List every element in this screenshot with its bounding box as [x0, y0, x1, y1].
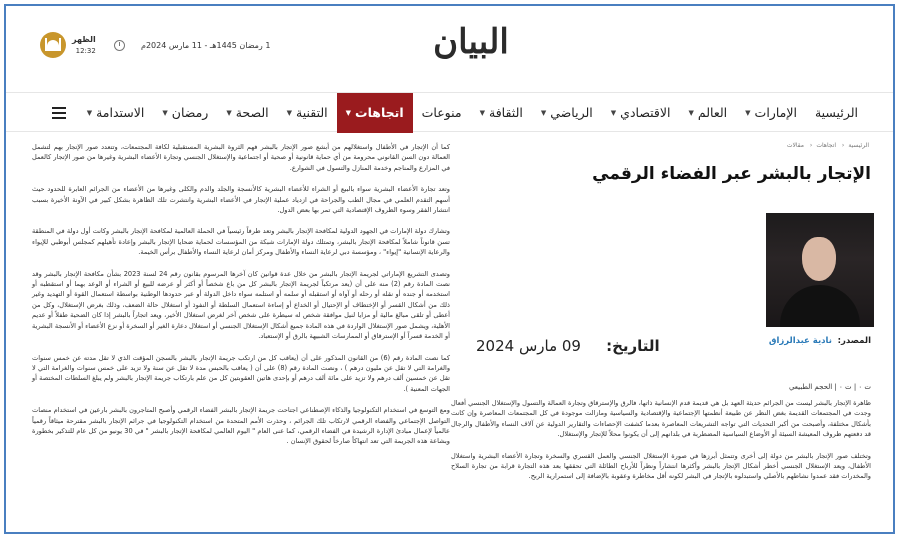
nav-item-tech[interactable] — [278, 93, 337, 133]
date-display — [114, 40, 270, 51]
source-label: المصدر: — [837, 336, 871, 346]
article-paragraph: وتشارك دولة الإمارات في الجهود الدولية لمكافحة الإتجار بالبشر وتعد طرفاً رئيسياً في الحملة العالمية لمكافحة الإتجار بالبشر وكانت أول دولة في المنطقة تسن قانوناً شاملاً لمكافحة الإتجار بالبشر، وتمتلك دولة الإمارات شبكة من المؤسسات لحماية ضحايا الإتجار بالبشر وإعادة تأهيلهم كمجلس أبوظبي للإيواء والرعاية الإنسانية "إيواء" ، ومؤسسة دبي لرعاية النساء والأطفال ومركز أمان لرعاية النساء والأطفال برأس الخيمة. — [32, 227, 450, 257]
nav-item-health[interactable] — [217, 93, 277, 133]
nav-items — [78, 93, 867, 133]
site-logo[interactable]: البيان — [433, 22, 509, 62]
article-source — [769, 336, 871, 346]
author-photo — [766, 213, 874, 327]
author-link[interactable]: نادية عبدالرزاق — [768, 336, 832, 346]
nav-item-label: الاستدامة — [96, 105, 145, 120]
caret-down-icon: ▼ — [345, 109, 352, 117]
main-nav — [6, 92, 893, 132]
page-frame — [4, 4, 895, 534]
nav-item-economy[interactable] — [602, 93, 680, 133]
clock-icon — [114, 40, 125, 51]
nav-item-emirates[interactable] — [736, 93, 806, 133]
nav-item-home[interactable] — [806, 93, 867, 133]
caret-down-icon: ▼ — [479, 109, 485, 117]
nav-item-label: اتجاهات — [355, 105, 404, 120]
breadcrumb-link[interactable]: الرئيسية — [848, 142, 869, 149]
breadcrumb-link[interactable]: مقالات — [786, 142, 804, 149]
nav-item-world[interactable] — [680, 93, 737, 133]
article-paragraph: وتعد تجارة الأعضاء البشرية سواء بالبيع أو الشراء للأعضاء البشرية كالأنسجة والجلد والدم والكلى وغيرها من الأعضاء من الجرائم العابرة للحدود حيث أسهم التقدم العلمي في مجال الطب والجراحة في ازدياد عملية الإتجار في الأعضاء البشرية وانتشرت تلك الظاهرة بشكل كبير في الآونة الأخيرة بسبب انتشار الفقر وسوء الظروف الإقتصادية التي تمر بها بعض الدول. — [32, 185, 450, 215]
nav-item-label: الإمارات — [754, 105, 797, 120]
nav-item-label: منوعات — [421, 105, 462, 120]
nav-item-trends[interactable] — [337, 93, 413, 133]
caret-down-icon: ▼ — [86, 109, 93, 117]
current-date: 1 رمضان 1445هـ - 11 مارس 2024م — [141, 41, 271, 50]
caret-down-icon: ▼ — [745, 109, 751, 117]
caret-down-icon: ▼ — [688, 109, 694, 117]
nav-item-label: العالم — [697, 105, 728, 120]
article-date — [476, 336, 660, 355]
nav-item-label: الاقتصادي — [620, 105, 671, 120]
site-header — [6, 6, 893, 92]
breadcrumb-link[interactable]: اتجاهات — [816, 142, 836, 149]
article-paragraph: وتختلف صور الإتجار بالبشر من دولة إلى أخرى وتتمثل أبرزها في صورة الإستغلال الجنسي والعمل القسري والسخرة وتجارة الأعضاء البشرية واستغلال الأطفال، ويعد الإستغلال الجنسي أخطر أشكال الإتجار بالبشر وأكثرها انتشاراً ونظراً للأرباح الطائلة التي تحققها بعد هذه التجارة قرابة من تجارة السلاح والمخدرات فقد عمدوا نشاطهم بالأصلي واستبدلوه بالإتجار في البشر لكونه أقل مخاطرة وعقوبة بالإضافة إلى استمرارية الربح. — [451, 451, 871, 481]
article-body-right — [451, 398, 871, 493]
menu-icon[interactable] — [52, 107, 66, 119]
nav-item-label: الثقافة — [489, 105, 523, 120]
nav-item-label: رمضان — [171, 105, 209, 120]
nav-item-label: الصحة — [235, 105, 269, 120]
prayer-time-widget[interactable] — [72, 35, 96, 55]
nav-item-label: الرياضي — [550, 105, 593, 120]
nav-item-label: الرئيسية — [814, 105, 858, 120]
caret-down-icon: ▼ — [226, 109, 232, 117]
article-paragraph: ومع التوسع في استخدام التكنولوجيا والذكاء الإصطناعي اجتاحت جريمة الإتجار بالبشر الفضاء الرقمي وأصبح المتاجرون بالبشر بارعين في استخدام منصات التواصل الإجتماعي والفضاء الرقمي لارتكاب تلك الجرائم ، وحذرت الأمم المتحدة من استخدام التكنولوجيا في جرائم الإتجار بالبشر مقترحة ميثاقاً رقمياً عالمياً لإعمال مبادئ الإدارة الرشيدة في الفضاء الرقمي، كما عنى العام " اليوم العالمي لمكافحة الإتجار بالبشر " في 30 يونيو من كل عام للتذكير بخطورة وبشاعة هذه الجريمة التي تعد انتهاكاً صارخاً لحقوق الإنسان . — [32, 406, 450, 446]
breadcrumb — [785, 142, 871, 149]
prayer-time: 12:32 — [75, 47, 96, 55]
breadcrumb-separator: ‹ — [809, 142, 813, 149]
date-label: التاريخ: — [606, 337, 660, 355]
mosque-icon — [40, 32, 66, 58]
nav-item-ramadan[interactable] — [153, 93, 217, 133]
article-paragraph: كما أن الإتجار في الأطفال واستغلالهم من أبشع صور الإتجار بالبشر فهم الثروة البشرية المستقبلية لكافة المجتمعات، وتتعدد صور الإتجار بهم لتشمل العمالة دون السن القانوني محرومة من أي حماية قانونية أو صحية أو اجتماعية والإستغلال الجنسي وتجارة الأعضاء البشرية وغيرها من صور الإتجار كالعمل في المزارع والمناجم وخدمة المنازل والتسول في الشوارع. — [32, 143, 450, 172]
prayer-name: الظهر — [72, 35, 96, 44]
nav-item-label: التقنية — [296, 105, 328, 120]
caret-down-icon: ▼ — [610, 109, 617, 117]
nav-item-culture[interactable] — [471, 93, 532, 133]
nav-item-variety[interactable] — [413, 93, 471, 133]
date-value: 09 مارس 2024 — [476, 337, 581, 355]
nav-item-sports[interactable] — [532, 93, 602, 133]
article-title: الإتجار بالبشر عبر الفضاء الرقمي — [592, 164, 871, 184]
caret-down-icon: ▼ — [540, 109, 547, 117]
article-paragraph: كما نصت المادة رقم (6) من القانون المذكور على أن (يعاقب كل من ارتكب جريمة الإتجار بالبشر بالسجن المؤقت الذي لا تقل مدته عن خمس سنوات والغرامة التي لا تقل عن مليون درهم ) ، ونصت المادة رقم (8) على أن ( يعاقب بالحبس مدة لا تقل عن سنة ولا تزيد على خمس سنوات والغرامة التي لا تقل عن خمسين ألف درهم ولا تزيد على مائة ألف درهم أو بإحدى هاتين العقوبتين كل من علم بارتكاب جريمة الإتجار بالبشر ولم يبلغ السلطات المختصة أو الجهات المعنية ). — [32, 353, 450, 393]
text-size-controls[interactable]: ت ٠ | ت ٠ | الحجم الطبيعي — [788, 383, 871, 391]
caret-down-icon: ▼ — [286, 109, 293, 117]
article-paragraph: ظاهرة الإتجار بالبشر ليست من الجرائم حديثة العهد بل هي قديمة قدم الإنسانية ذاتها، فالرق والإسترقاق وتجارة العمالة والتسول والإستغلال الجنسي أفعال وجدت في المجتمعات القديمة بغض النظر عن طبيعة أنظمتها الإجتماعية والإقتصادية والسياسية ومازالت موجودة في كل المجتمعات المعاصرة وإن كانت بأشكال مختلفة، وأصبحت من أكبر التحديات التي تواجه التشريعات المعاصرة بعدما كشفت الإحصاءات والتقارير الدولية عن آلاف النساء والأطفال والرجال قد دفعتهم ظروف المعيشة السيئة أو الأوضاع السياسية المضطربة في بلدانهم إلى أن يكونوا محلاً للإتجار والإستغلال. — [451, 399, 871, 439]
caret-down-icon: ▼ — [162, 109, 168, 117]
breadcrumb-separator: ‹ — [841, 142, 845, 149]
article-body-left — [32, 142, 450, 458]
article-paragraph: وتصدى التشريع الإماراتي لجريمة الإتجار بالبشر من خلال عدة قوانين كان آخرها المرسوم بقانون رقم 24 لسنة 2023 بشأن مكافحة الإتجار بالبشر وقد نصت المادة رقم (2) منه على أن (يعد مرتكباً لجريمة الإتجار بالبشر كل من باع شخصاً أو أكثر أو عرضه للبيع أو الشراء أو الوعد بهما أو استقطبه أو استخدمه أو جنده أو نقله أو رحله أو آواه أو استقبله أو سلمه أو استلمه سواء داخل الدولة أو عبر حدودها الوطنية بواسطة استعمال القوة أو التهديد وغير ذلك من أشكال القسر أو الإختطاف أو الإحتيال أو الخداع أو إساءة استعمال السلطة أو النفوذ أو استغلال حالة الضعف، وذلك بغرض الإستغلال، وكل من أعطى أو تلقى مبالغ مالية أو مزايا لنيل موافقة شخص له سيطرة على شخص آخر لغرض استغلال الأخير، ويعد اتجاراً بالبشر إذا كان الضحية طفلاً أو عديم الأهلية، ويشمل صور الإستغلال الواردة في هذه المادة جميع أشكال الإستغلال الجنسي أو استغلال دعارة الغير أو السخرة أو نزع الأعضاء أو الأنسجة البشرية أو الخدمة قسراً أو الإسترقاق أو الممارسات الشبيهة بالرق أو الإستعباد. — [32, 269, 450, 341]
nav-item-sustainability[interactable] — [78, 93, 154, 133]
